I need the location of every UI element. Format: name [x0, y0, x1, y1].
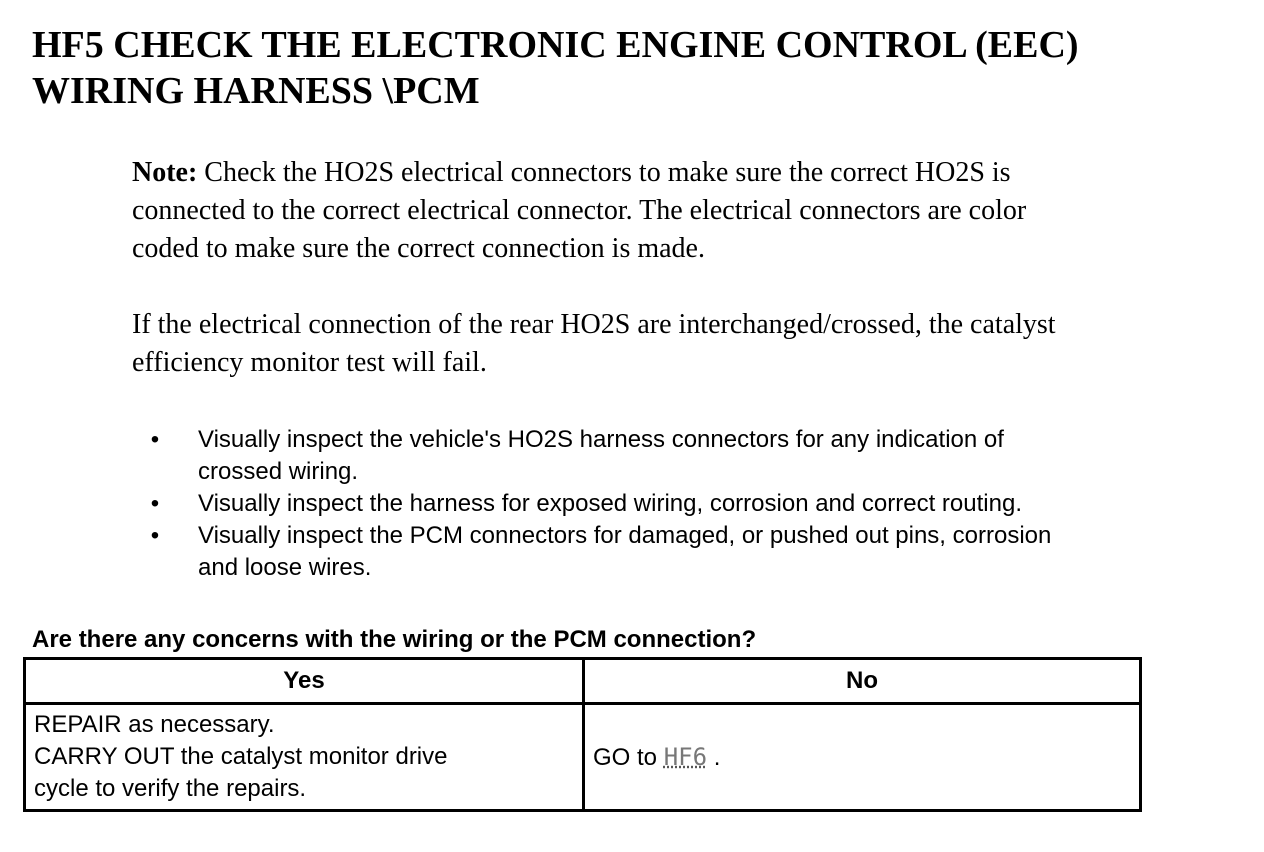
- table-header-row: [25, 659, 1141, 704]
- note-line-3: coded to make sure the correct connection is made.: [132, 233, 705, 264]
- list-item: [148, 488, 1248, 520]
- warning-line-2: efficiency monitor test will fail.: [132, 347, 487, 378]
- bullet-icon: •: [150, 490, 160, 517]
- page-title: [32, 22, 1232, 114]
- bullet-icon: •: [150, 522, 160, 549]
- yes-action-line: CARRY OUT the catalyst monitor drive: [34, 743, 448, 770]
- no-action-prefix: GO to: [593, 743, 664, 771]
- note-label: Note:: [132, 157, 198, 188]
- list-item: [148, 424, 1248, 488]
- warning-paragraph: [132, 306, 1252, 382]
- no-action-cell: [584, 704, 1141, 811]
- yes-action-line: REPAIR as necessary.: [34, 711, 275, 738]
- list-item-line: and loose wires.: [198, 554, 372, 581]
- decision-table: [23, 657, 1142, 812]
- hf6-link[interactable]: HF6: [663, 742, 708, 771]
- title-line-2: WIRING HARNESS \PCM: [32, 70, 480, 112]
- yes-column-header: Yes: [25, 659, 584, 704]
- no-action-suffix: .: [707, 743, 721, 771]
- note-paragraph: [132, 154, 1252, 268]
- note-line-1-text: Check the HO2S electrical connectors to make sure the correct HO2S is: [197, 157, 1011, 188]
- list-item-line: Visually inspect the vehicle's HO2S harness connectors for any indication of: [198, 426, 1004, 453]
- table-row: [25, 704, 1141, 811]
- warning-line-1: If the electrical connection of the rear HO2S are interchanged/crossed, the catalyst: [132, 309, 1056, 340]
- bullet-icon: •: [150, 426, 160, 453]
- yes-action-line: cycle to verify the repairs.: [34, 775, 307, 802]
- list-item: [148, 520, 1248, 584]
- note-line-1: [132, 154, 1252, 192]
- no-column-header: No: [584, 659, 1141, 704]
- title-line-1: HF5 CHECK THE ELECTRONIC ENGINE CONTROL (EEC): [32, 24, 1079, 66]
- list-item-line: Visually inspect the harness for exposed wiring, corrosion and correct routing.: [198, 490, 1022, 517]
- list-item-line: Visually inspect the PCM connectors for damaged, or pushed out pins, corrosion: [198, 522, 1052, 549]
- list-item-line: crossed wiring.: [198, 458, 359, 485]
- decision-question: Are there any concerns with the wiring or the PCM connection?: [32, 626, 757, 653]
- note-line-2: connected to the correct electrical connector. The electrical connectors are color: [132, 195, 1027, 226]
- yes-action-cell: [25, 704, 584, 811]
- inspection-list: [148, 424, 1248, 584]
